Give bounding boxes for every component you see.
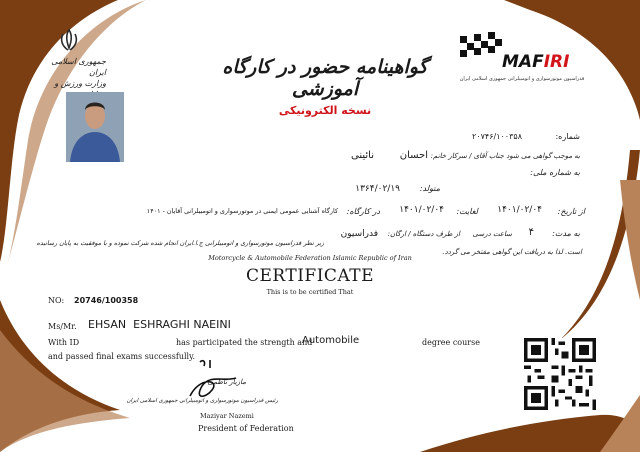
logo-text: MAF bbox=[502, 52, 544, 72]
number-value: ۲۰۷۴۶/۱۰۰۳۵۸ bbox=[472, 132, 522, 141]
workshop-name: کارگاه آشنایی عمومی ایمنی در موتورسواری و اتومبیلرانی آقایان - ۱۴۰۱ bbox=[146, 207, 338, 215]
iran-emblem-icon bbox=[58, 28, 80, 52]
organizer-value: فدراسیون bbox=[340, 229, 378, 239]
last-name-fa: نائینی bbox=[351, 150, 374, 161]
closing-text: است. لذا به دریافت این گواهی مفتخر می گردد. bbox=[442, 248, 582, 256]
gov-line1: جمهوری اسلامی ایران bbox=[51, 57, 106, 77]
from-value: ۱۴۰۱/۰۲/۰۴ bbox=[497, 205, 542, 215]
participation-prefix: has participated the strength and bbox=[176, 338, 313, 347]
logo-tagline: فدراسیون موتورسواری و اتومبیلرانی جمهوری اسلامی ایران bbox=[459, 76, 585, 82]
signer-name-en: Maziyar Nazemi bbox=[200, 412, 254, 420]
course-word: Automobile bbox=[302, 335, 360, 346]
hours-label: به مدت: bbox=[552, 229, 580, 238]
with-id-label: With ID bbox=[48, 338, 80, 347]
no-value: 20746/100358 bbox=[74, 296, 139, 305]
signer-title-fa: رئیس فدراسیون موتورسواری و اتومبیلرانی جمهوری اسلامی ایران bbox=[126, 398, 278, 404]
workshop-label: در کارگاه: bbox=[346, 207, 380, 216]
signer-name-fa: مازیار ناظمی bbox=[207, 378, 246, 386]
gov-line2: وزارت ورزش و bbox=[54, 79, 106, 88]
checkered-flag-icon bbox=[458, 30, 506, 66]
supervision-text: زیر نظر فدراسیون موتورسواری و اتومبیلرانی ج.ا.ایران انجام شده شرکت نموده و با موفقیت به پایان رسانیده bbox=[36, 240, 324, 247]
exams-text: and passed final exams successfully. bbox=[48, 352, 196, 361]
national-id-label: به شماره ملی: bbox=[530, 168, 580, 177]
to-label: لغایت: bbox=[456, 207, 478, 216]
organizer-label: از طرف دستگاه / ارگان: bbox=[387, 230, 460, 238]
hours-value: ۴ bbox=[528, 227, 534, 238]
from-label: از تاریخ: bbox=[557, 207, 585, 216]
line1-prefix: به موجب گواهی می شود جناب آقای / سرکار خانم: bbox=[430, 152, 580, 160]
certify-text: This is to be certified That bbox=[266, 288, 354, 296]
number-label: شماره: bbox=[555, 132, 580, 141]
signer-title-en: President of Federation bbox=[198, 424, 294, 433]
certificate-title: CERTIFICATE bbox=[245, 266, 375, 286]
federation-name: Motorcycle & Automobile Federation Islamic Republic of Iran bbox=[208, 254, 412, 262]
no-label: NO: bbox=[48, 296, 65, 305]
degree-text: degree course bbox=[422, 338, 480, 347]
qr-code-icon bbox=[524, 338, 596, 410]
subtitle-fa: نسخه الکترونیکی bbox=[278, 104, 372, 117]
hours-suffix: ساعت درسی bbox=[472, 230, 512, 238]
first-name-fa: احسان bbox=[399, 150, 428, 161]
birth-label: متولد: bbox=[419, 184, 440, 193]
maf-logo bbox=[458, 30, 586, 90]
to-value: ۱۴۰۱/۰۲/۰۴ bbox=[399, 205, 444, 215]
title-fa: گواهینامه حضور در کارگاه آموزشی bbox=[222, 56, 428, 100]
birth-value: ۱۳۶۴/۰۲/۱۹ bbox=[355, 184, 400, 194]
name-value: EHSAN ESHRAGHI NAEINI bbox=[88, 318, 231, 331]
logo-suffix: IRI bbox=[543, 52, 570, 72]
name-label: Ms/Mr. bbox=[48, 322, 77, 331]
holder-photo bbox=[66, 92, 124, 162]
